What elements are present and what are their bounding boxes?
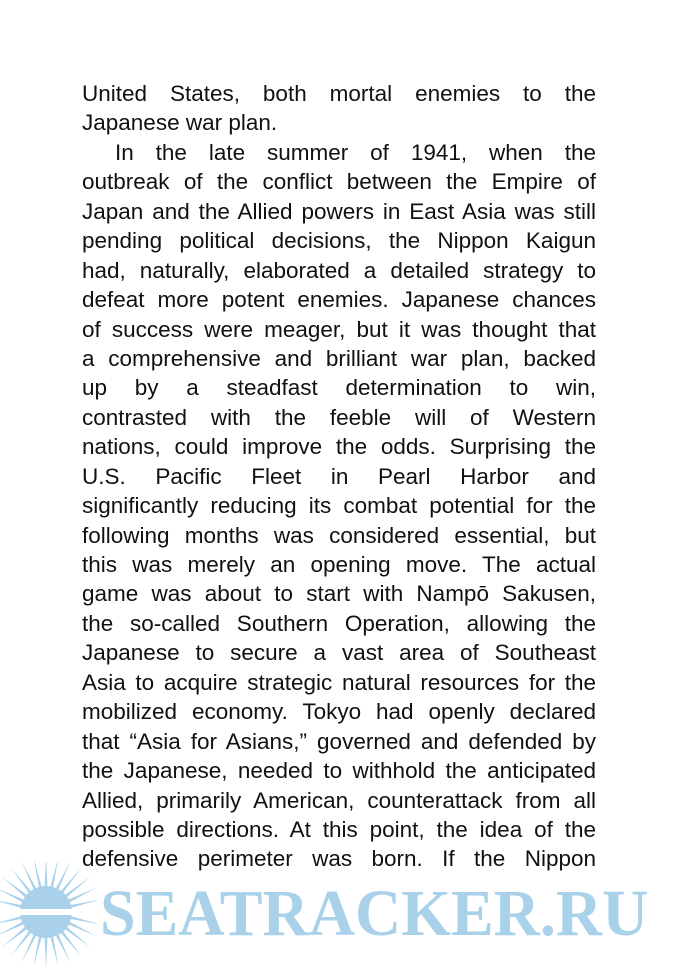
text-line: that “Asia for Asians,” governed and defended by: [82, 728, 596, 754]
sun-ray: [22, 862, 37, 891]
text-line: the so-called Southern Operation, allowing the: [82, 610, 596, 636]
sun-ray: [50, 862, 59, 889]
sun-ray: [69, 916, 101, 925]
text-line: this was merely an opening move. The actual: [82, 552, 596, 577]
sun-ray: [55, 862, 70, 891]
watermark-text: SEATRACKER.RU: [100, 877, 649, 950]
paragraph-first-line: In the late summer of 1941, when the: [115, 139, 596, 165]
sun-ray: [0, 916, 23, 925]
sun-ray: [11, 868, 32, 894]
text-line: significantly reducing its combat potential for the: [82, 493, 596, 519]
sun-ray: [69, 900, 101, 909]
text-line: defeat more potent enemies. Japanese chances: [82, 287, 596, 313]
text-line: a comprehensive and brilliant war plan, backed: [82, 345, 596, 371]
sun-ray: [67, 888, 97, 903]
sun-ray: [34, 862, 43, 889]
text-line: Japan and the Allied powers in East Asia was still: [82, 198, 596, 224]
text-line: Japanese war plan.: [82, 110, 278, 136]
sun-stripe: [0, 909, 110, 915]
text-line: following months was considered essential, but: [82, 522, 596, 548]
sun-ray: [2, 877, 28, 898]
sun-ray: [0, 900, 23, 909]
text-line: had, naturally, elaborated a detailed strategy to: [82, 257, 596, 283]
text-line: up by a steadfast determination to win,: [82, 375, 596, 401]
text-line: Allied, primarily American, counterattack from all: [82, 787, 596, 813]
sun-ray: [34, 935, 43, 967]
sun-ray: [22, 933, 37, 963]
text-line: of success were meager, but it was thought that: [82, 316, 596, 342]
text-line: pending political decisions, the Nippon Kaigun: [82, 228, 596, 254]
sun-ray: [64, 926, 90, 947]
text-line: Asia to acquire strategic natural resources for the: [82, 669, 596, 695]
text-line: possible directions. At this point, the idea of the: [82, 816, 596, 842]
sun-ray: [2, 926, 28, 947]
text-line: U.S. Pacific Fleet in Pearl Harbor and: [82, 463, 596, 489]
sun-ray: [50, 935, 59, 967]
sun-ray: [11, 930, 32, 956]
sun-ray: [45, 862, 48, 888]
text-line: outbreak of the conflict between the Empire of: [82, 169, 596, 195]
sun-ray: [55, 933, 70, 963]
page-text: [82, 79, 596, 874]
text-line: nations, could improve the odds. Surprising the: [82, 434, 596, 460]
sun-ray: [0, 888, 25, 903]
text-line: Japanese to secure a vast area of Southeast: [82, 640, 596, 666]
sun-ray: [45, 936, 48, 968]
sun-ray: [60, 868, 81, 894]
text-line: United States, both mortal enemies to the: [82, 81, 596, 106]
text-line: game was about to start with Nampō Sakusen,: [82, 581, 596, 607]
sun-ray: [64, 877, 90, 898]
text-line: mobilized economy. Tokyo had openly declared: [82, 699, 596, 725]
sun-ray: [60, 930, 81, 956]
sun-ray: [67, 921, 97, 936]
text-line: defensive perimeter was born. If the Nippon: [82, 846, 596, 872]
sun-ray: [0, 921, 25, 936]
text-line: contrasted with the feeble will of Western: [82, 404, 596, 430]
text-line: the Japanese, needed to withhold the anticipated: [82, 758, 596, 784]
